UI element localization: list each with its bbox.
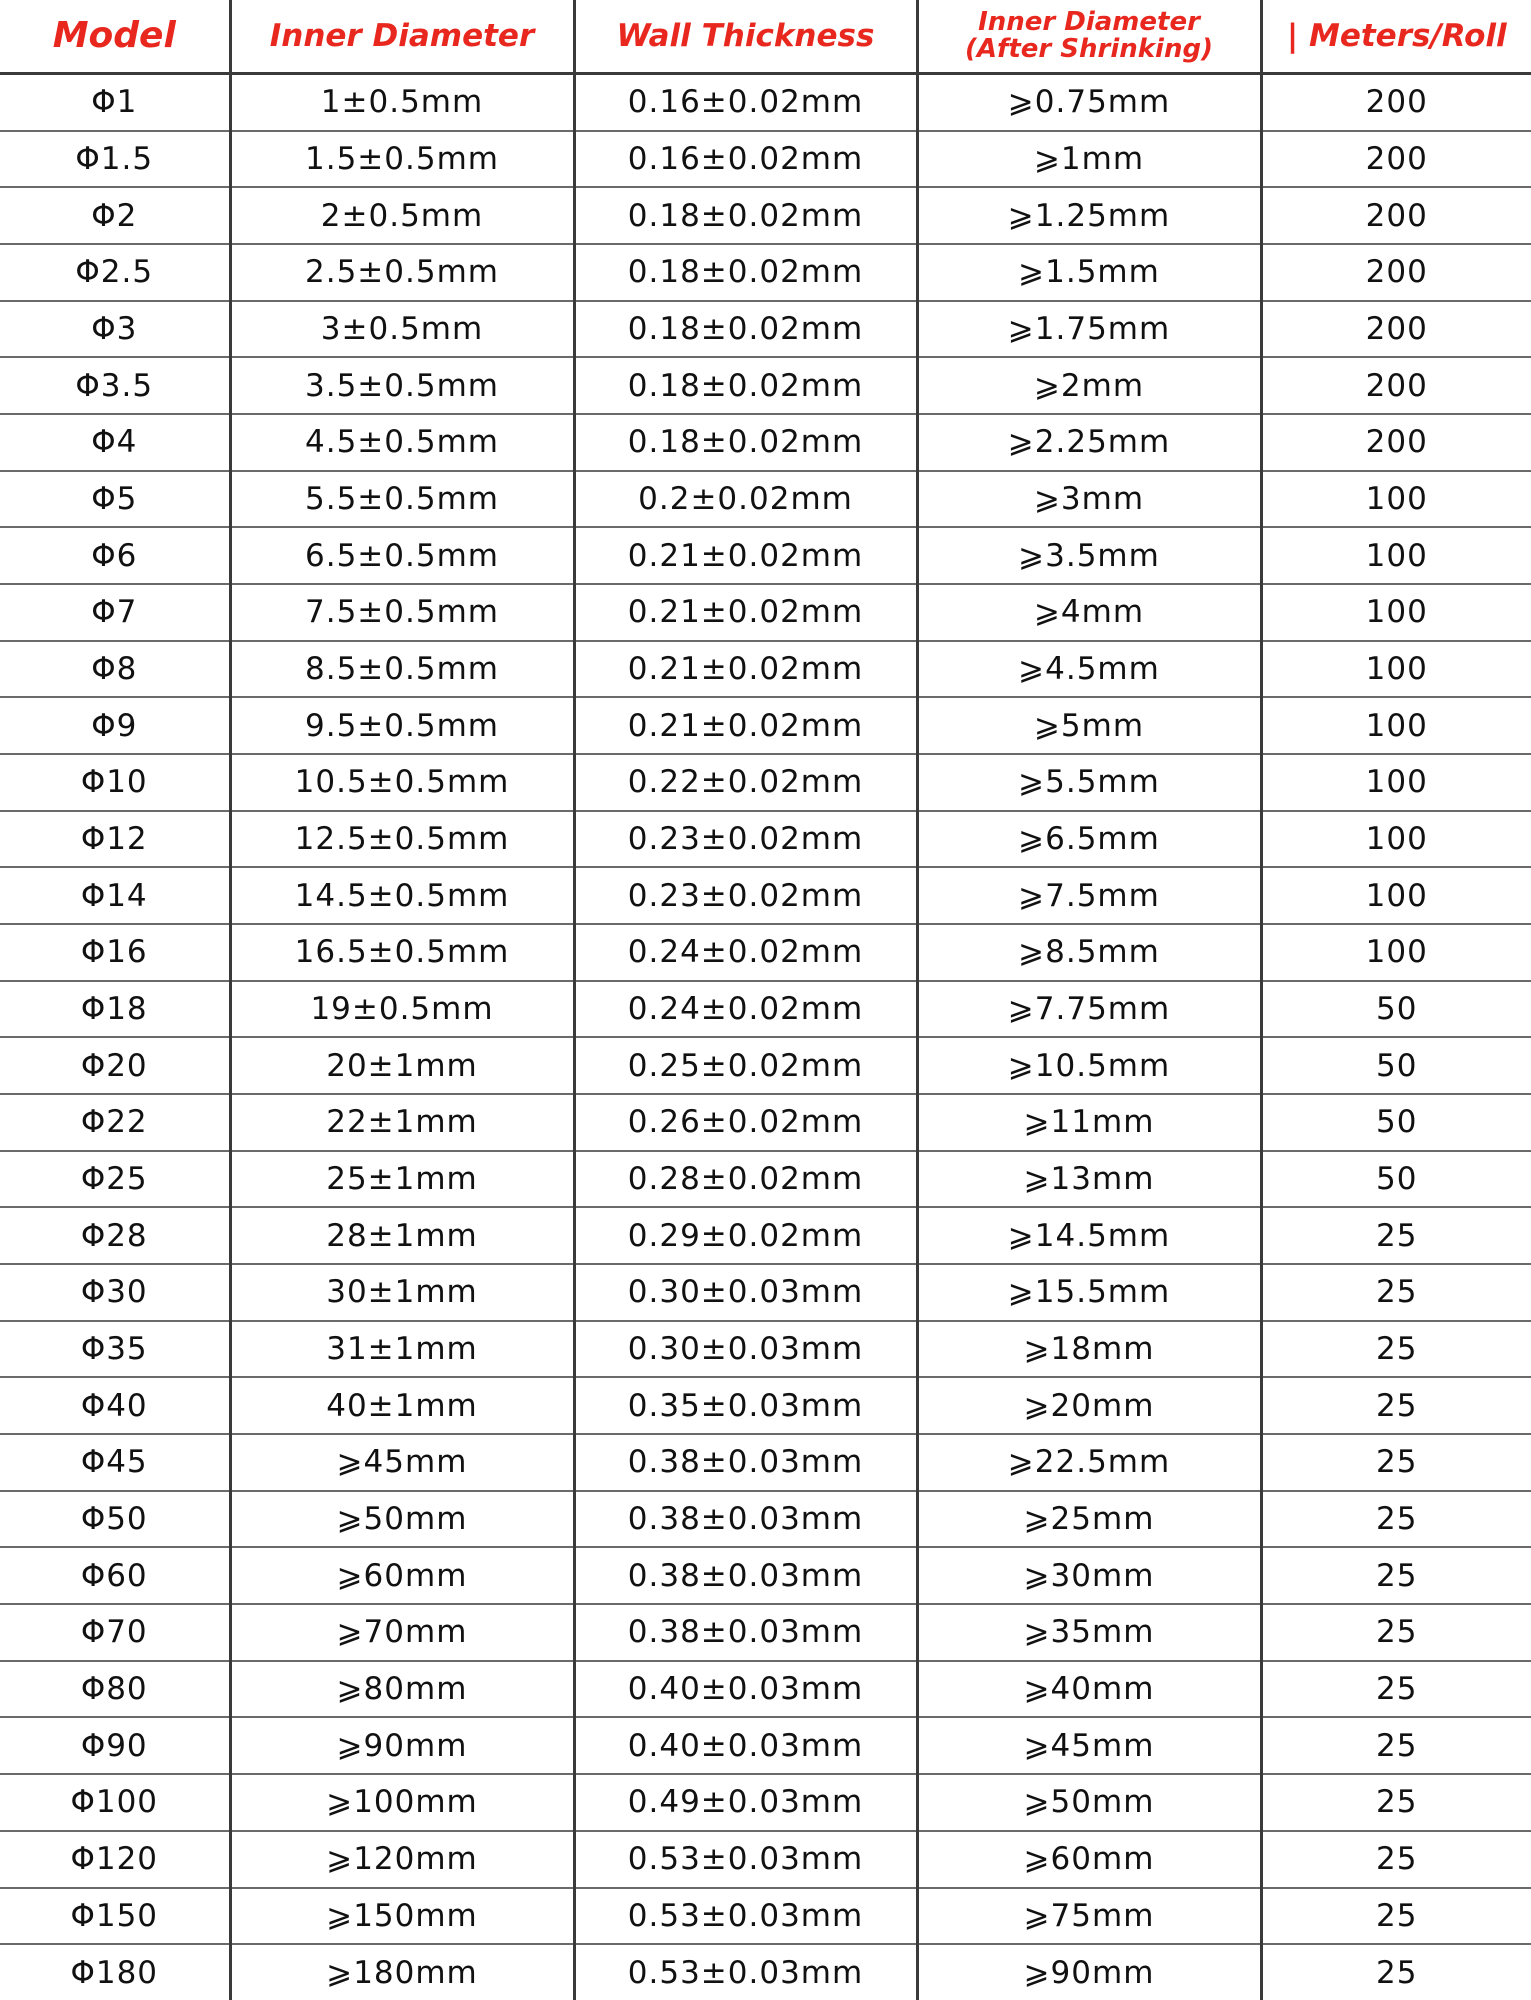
cell-wall-thickness: 0.23±0.02mm (574, 811, 917, 868)
table-row (0, 1434, 1531, 1491)
cell-inner-diameter: 30±1mm (230, 1264, 574, 1321)
cell-meters-per-roll: 25 (1261, 1264, 1531, 1321)
cell-meters-per-roll: 25 (1261, 1207, 1531, 1264)
table-row (0, 811, 1531, 868)
cell-inner-diameter: 8.5±0.5mm (230, 641, 574, 698)
cell-inner-diameter: 25±1mm (230, 1151, 574, 1208)
cell-meters-per-roll: 200 (1261, 301, 1531, 358)
cell-meters-per-roll: 25 (1261, 1888, 1531, 1945)
table-row (0, 641, 1531, 698)
cell-meters-per-roll: 100 (1261, 527, 1531, 584)
cell-inner-diameter: 12.5±0.5mm (230, 811, 574, 868)
table-row (0, 1717, 1531, 1774)
cell-meters-per-roll: 25 (1261, 1547, 1531, 1604)
cell-model: Φ1.5 (0, 131, 230, 188)
table-body (0, 74, 1531, 2000)
cell-model: Φ1 (0, 74, 230, 131)
cell-meters-per-roll: 100 (1261, 471, 1531, 528)
table-row (0, 867, 1531, 924)
table-row (0, 1377, 1531, 1434)
cell-wall-thickness: 0.24±0.02mm (574, 924, 917, 981)
cell-meters-per-roll: 25 (1261, 1717, 1531, 1774)
table-row (0, 584, 1531, 641)
cell-inner-diameter-after-shrinking: ⩾1.5mm (917, 244, 1261, 301)
cell-inner-diameter: 2±0.5mm (230, 187, 574, 244)
cell-model: Φ28 (0, 1207, 230, 1264)
cell-model: Φ20 (0, 1037, 230, 1094)
cell-inner-diameter-after-shrinking: ⩾18mm (917, 1321, 1261, 1378)
cell-wall-thickness: 0.21±0.02mm (574, 697, 917, 754)
cell-inner-diameter-after-shrinking: ⩾40mm (917, 1661, 1261, 1718)
cell-wall-thickness: 0.53±0.03mm (574, 1831, 917, 1888)
cell-wall-thickness: 0.53±0.03mm (574, 1888, 917, 1945)
cell-inner-diameter: 3±0.5mm (230, 301, 574, 358)
cell-meters-per-roll: 200 (1261, 74, 1531, 131)
cell-meters-per-roll: 100 (1261, 584, 1531, 641)
cell-meters-per-roll: 200 (1261, 131, 1531, 188)
cell-meters-per-roll: 25 (1261, 1434, 1531, 1491)
cell-wall-thickness: 0.24±0.02mm (574, 981, 917, 1038)
cell-wall-thickness: 0.18±0.02mm (574, 187, 917, 244)
cell-inner-diameter: 5.5±0.5mm (230, 471, 574, 528)
cell-wall-thickness: 0.30±0.03mm (574, 1264, 917, 1321)
cell-meters-per-roll: 100 (1261, 867, 1531, 924)
cell-inner-diameter-after-shrinking: ⩾7.75mm (917, 981, 1261, 1038)
cell-inner-diameter: 3.5±0.5mm (230, 357, 574, 414)
table-row (0, 1888, 1531, 1945)
cell-meters-per-roll: 50 (1261, 1151, 1531, 1208)
cell-inner-diameter-after-shrinking: ⩾5.5mm (917, 754, 1261, 811)
cell-wall-thickness: 0.22±0.02mm (574, 754, 917, 811)
cell-model: Φ9 (0, 697, 230, 754)
table-row (0, 74, 1531, 131)
table-row (0, 1321, 1531, 1378)
table-row (0, 697, 1531, 754)
table-row (0, 1831, 1531, 1888)
header-row (0, 0, 1531, 74)
table-row (0, 1944, 1531, 2000)
cell-inner-diameter-after-shrinking: ⩾60mm (917, 1831, 1261, 1888)
cell-model: Φ6 (0, 527, 230, 584)
cell-inner-diameter-after-shrinking: ⩾1.25mm (917, 187, 1261, 244)
cell-wall-thickness: 0.38±0.03mm (574, 1491, 917, 1548)
table-row (0, 301, 1531, 358)
cell-model: Φ3.5 (0, 357, 230, 414)
cell-model: Φ2.5 (0, 244, 230, 301)
cell-inner-diameter-after-shrinking: ⩾8.5mm (917, 924, 1261, 981)
cell-wall-thickness: 0.40±0.03mm (574, 1717, 917, 1774)
cell-model: Φ22 (0, 1094, 230, 1151)
header-wall-thickness: Wall Thickness (574, 0, 917, 74)
cell-meters-per-roll: 100 (1261, 697, 1531, 754)
cell-inner-diameter-after-shrinking: ⩾20mm (917, 1377, 1261, 1434)
cell-meters-per-roll: 50 (1261, 981, 1531, 1038)
table-row (0, 244, 1531, 301)
cell-inner-diameter: ⩾50mm (230, 1491, 574, 1548)
cell-inner-diameter: 1±0.5mm (230, 74, 574, 131)
cell-model: Φ150 (0, 1888, 230, 1945)
cell-meters-per-roll: 25 (1261, 1604, 1531, 1661)
table-row (0, 754, 1531, 811)
cell-model: Φ35 (0, 1321, 230, 1378)
table-row (0, 1547, 1531, 1604)
cell-wall-thickness: 0.38±0.03mm (574, 1604, 917, 1661)
cell-inner-diameter: ⩾45mm (230, 1434, 574, 1491)
table-row (0, 1661, 1531, 1718)
cell-inner-diameter-after-shrinking: ⩾15.5mm (917, 1264, 1261, 1321)
table-row (0, 1037, 1531, 1094)
cell-wall-thickness: 0.18±0.02mm (574, 357, 917, 414)
cell-model: Φ70 (0, 1604, 230, 1661)
cell-wall-thickness: 0.53±0.03mm (574, 1944, 917, 2000)
cell-wall-thickness: 0.35±0.03mm (574, 1377, 917, 1434)
table-row (0, 1094, 1531, 1151)
cell-inner-diameter: 9.5±0.5mm (230, 697, 574, 754)
table-row (0, 131, 1531, 188)
cell-wall-thickness: 0.16±0.02mm (574, 131, 917, 188)
cell-inner-diameter-after-shrinking: ⩾50mm (917, 1774, 1261, 1831)
header-meters-per-roll: | Meters/Roll (1261, 0, 1531, 74)
cell-inner-diameter: ⩾70mm (230, 1604, 574, 1661)
cell-wall-thickness: 0.30±0.03mm (574, 1321, 917, 1378)
table-row (0, 981, 1531, 1038)
cell-inner-diameter-after-shrinking: ⩾22.5mm (917, 1434, 1261, 1491)
table-row (0, 187, 1531, 244)
cell-inner-diameter-after-shrinking: ⩾2.25mm (917, 414, 1261, 471)
cell-inner-diameter: 19±0.5mm (230, 981, 574, 1038)
cell-model: Φ16 (0, 924, 230, 981)
cell-inner-diameter: ⩾100mm (230, 1774, 574, 1831)
cell-inner-diameter: ⩾80mm (230, 1661, 574, 1718)
cell-meters-per-roll: 100 (1261, 754, 1531, 811)
cell-inner-diameter-after-shrinking: ⩾4mm (917, 584, 1261, 641)
cell-wall-thickness: 0.40±0.03mm (574, 1661, 917, 1718)
cell-meters-per-roll: 25 (1261, 1944, 1531, 2000)
cell-inner-diameter-after-shrinking: ⩾1mm (917, 131, 1261, 188)
cell-inner-diameter-after-shrinking: ⩾75mm (917, 1888, 1261, 1945)
cell-inner-diameter: 2.5±0.5mm (230, 244, 574, 301)
cell-inner-diameter-after-shrinking: ⩾2mm (917, 357, 1261, 414)
cell-model: Φ45 (0, 1434, 230, 1491)
cell-meters-per-roll: 25 (1261, 1491, 1531, 1548)
cell-meters-per-roll: 25 (1261, 1661, 1531, 1718)
cell-inner-diameter-after-shrinking: ⩾30mm (917, 1547, 1261, 1604)
cell-inner-diameter: 14.5±0.5mm (230, 867, 574, 924)
cell-meters-per-roll: 25 (1261, 1377, 1531, 1434)
cell-wall-thickness: 0.2±0.02mm (574, 471, 917, 528)
cell-meters-per-roll: 25 (1261, 1831, 1531, 1888)
cell-meters-per-roll: 200 (1261, 187, 1531, 244)
cell-inner-diameter: 1.5±0.5mm (230, 131, 574, 188)
cell-meters-per-roll: 100 (1261, 811, 1531, 868)
header-model: Model (0, 0, 230, 74)
cell-model: Φ12 (0, 811, 230, 868)
cell-meters-per-roll: 200 (1261, 414, 1531, 471)
cell-model: Φ25 (0, 1151, 230, 1208)
cell-meters-per-roll: 50 (1261, 1094, 1531, 1151)
cell-inner-diameter: 31±1mm (230, 1321, 574, 1378)
cell-inner-diameter-after-shrinking: ⩾7.5mm (917, 867, 1261, 924)
cell-wall-thickness: 0.49±0.03mm (574, 1774, 917, 1831)
table-row (0, 527, 1531, 584)
header-inner-diameter-after-shrinking (917, 0, 1261, 74)
cell-inner-diameter-after-shrinking: ⩾3mm (917, 471, 1261, 528)
cell-wall-thickness: 0.18±0.02mm (574, 244, 917, 301)
cell-inner-diameter-after-shrinking: ⩾14.5mm (917, 1207, 1261, 1264)
table-row (0, 1491, 1531, 1548)
cell-inner-diameter-after-shrinking: ⩾3.5mm (917, 527, 1261, 584)
table-row (0, 1151, 1531, 1208)
cell-model: Φ8 (0, 641, 230, 698)
cell-model: Φ5 (0, 471, 230, 528)
cell-inner-diameter-after-shrinking: ⩾25mm (917, 1491, 1261, 1548)
cell-inner-diameter-after-shrinking: ⩾6.5mm (917, 811, 1261, 868)
cell-inner-diameter: ⩾90mm (230, 1717, 574, 1774)
cell-model: Φ7 (0, 584, 230, 641)
cell-wall-thickness: 0.21±0.02mm (574, 584, 917, 641)
cell-wall-thickness: 0.26±0.02mm (574, 1094, 917, 1151)
cell-inner-diameter: 6.5±0.5mm (230, 527, 574, 584)
cell-wall-thickness: 0.38±0.03mm (574, 1434, 917, 1491)
cell-wall-thickness: 0.23±0.02mm (574, 867, 917, 924)
table-row (0, 924, 1531, 981)
cell-model: Φ180 (70, 1954, 159, 1991)
cell-wall-thickness: 0.29±0.02mm (574, 1207, 917, 1264)
cell-model: Φ50 (0, 1491, 230, 1548)
cell-model: Φ120 (0, 1831, 230, 1888)
cell-inner-diameter-after-shrinking: ⩾5mm (917, 697, 1261, 754)
cell-inner-diameter-after-shrinking: ⩾11mm (917, 1094, 1261, 1151)
cell-meters-per-roll: 50 (1261, 1037, 1531, 1094)
cell-meters-per-roll: 200 (1261, 244, 1531, 301)
table-row (0, 1207, 1531, 1264)
cell-wall-thickness: 0.18±0.02mm (574, 414, 917, 471)
cell-inner-diameter-after-shrinking: ⩾35mm (917, 1604, 1261, 1661)
cell-meters-per-roll: 25 (1261, 1774, 1531, 1831)
table-row (0, 414, 1531, 471)
cell-wall-thickness: 0.38±0.03mm (574, 1547, 917, 1604)
cell-inner-diameter: ⩾150mm (230, 1888, 574, 1945)
cell-wall-thickness: 0.18±0.02mm (574, 301, 917, 358)
header-after-shrinking-line2: (After Shrinking) (965, 34, 1213, 64)
cell-inner-diameter: 28±1mm (230, 1207, 574, 1264)
cell-wall-thickness: 0.28±0.02mm (574, 1151, 917, 1208)
header-after-shrinking-line1: Inner Diameter (978, 6, 1200, 37)
cell-model: Φ40 (0, 1377, 230, 1434)
cell-model: Φ10 (0, 754, 230, 811)
cell-inner-diameter-after-shrinking: ⩾4.5mm (917, 641, 1261, 698)
cell-inner-diameter: ⩾180mm (230, 1944, 574, 2000)
cell-inner-diameter: 4.5±0.5mm (230, 414, 574, 471)
cell-inner-diameter-after-shrinking: ⩾45mm (917, 1717, 1261, 1774)
cell-model: Φ2 (0, 187, 230, 244)
cell-model: Φ90 (0, 1717, 230, 1774)
cell-model: Φ100 (0, 1774, 230, 1831)
cell-meters-per-roll: 25 (1261, 1321, 1531, 1378)
cell-inner-diameter-after-shrinking: ⩾0.75mm (917, 74, 1261, 131)
cell-model: Φ18 (0, 981, 230, 1038)
cell-wall-thickness: 0.25±0.02mm (574, 1037, 917, 1094)
cell-inner-diameter: 16.5±0.5mm (230, 924, 574, 981)
table-row (0, 1774, 1531, 1831)
cell-inner-diameter: 20±1mm (230, 1037, 574, 1094)
cell-inner-diameter: ⩾60mm (230, 1547, 574, 1604)
cell-model: Φ3 (0, 301, 230, 358)
cell-model: Φ60 (0, 1547, 230, 1604)
table-row (0, 1264, 1531, 1321)
cell-model: Φ80 (0, 1661, 230, 1718)
cell-wall-thickness: 0.21±0.02mm (574, 527, 917, 584)
header-inner-diameter: Inner Diameter (230, 0, 574, 74)
cell-inner-diameter: 22±1mm (230, 1094, 574, 1151)
cell-meters-per-roll: 100 (1261, 641, 1531, 698)
cell-inner-diameter: 40±1mm (230, 1377, 574, 1434)
cell-inner-diameter-after-shrinking: ⩾10.5mm (917, 1037, 1261, 1094)
table-row (0, 1604, 1531, 1661)
cell-model: Φ30 (0, 1264, 230, 1321)
cell-model: Φ4 (0, 414, 230, 471)
cell-meters-per-roll: 100 (1261, 924, 1531, 981)
cell-inner-diameter-after-shrinking: ⩾90mm (917, 1944, 1261, 2000)
cell-inner-diameter: ⩾120mm (230, 1831, 574, 1888)
table-row (0, 471, 1531, 528)
cell-inner-diameter-after-shrinking: ⩾13mm (917, 1151, 1261, 1208)
cell-inner-diameter-after-shrinking: ⩾1.75mm (917, 301, 1261, 358)
cell-meters-per-roll: 200 (1261, 357, 1531, 414)
cell-model: Φ14 (0, 867, 230, 924)
cell-wall-thickness: 0.21±0.02mm (574, 641, 917, 698)
table-row (0, 357, 1531, 414)
cell-inner-diameter: 7.5±0.5mm (230, 584, 574, 641)
cell-wall-thickness: 0.16±0.02mm (574, 74, 917, 131)
cell-inner-diameter: 10.5±0.5mm (230, 754, 574, 811)
